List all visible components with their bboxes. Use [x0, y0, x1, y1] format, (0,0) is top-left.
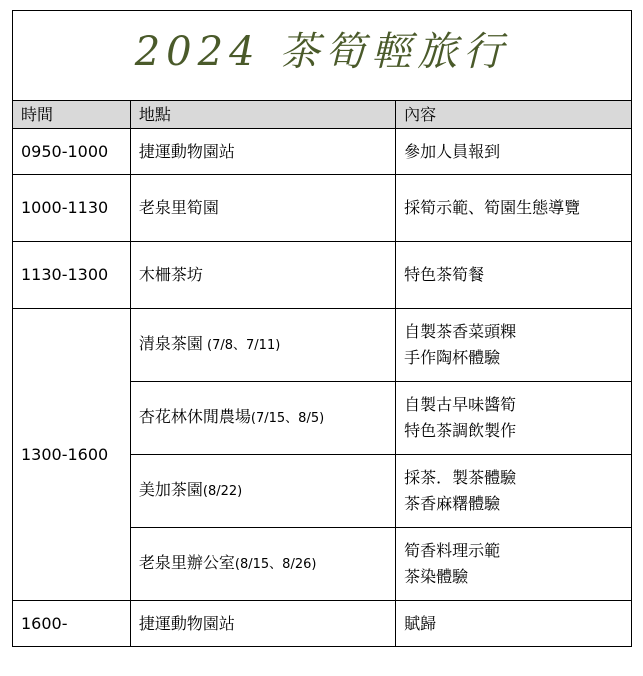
- table-row: [13, 175, 632, 242]
- content-cell: [396, 382, 632, 455]
- content-line: 茶染體驗: [404, 567, 469, 586]
- header-row: [13, 101, 632, 129]
- title-row: [13, 11, 632, 101]
- place-name: 美加茶園: [138, 480, 203, 499]
- place-dates: (8/22): [202, 484, 243, 499]
- place-cell: [130, 382, 395, 455]
- itinerary-sheet: [12, 10, 632, 664]
- content-line: 特色茶調飲製作: [404, 421, 517, 440]
- content-cell: [396, 309, 632, 382]
- place-cell: [130, 455, 395, 528]
- header-time: 時間: [13, 101, 131, 129]
- content-line: 筍香料理示範: [404, 541, 501, 560]
- place-cell: 捷運動物園站: [130, 129, 395, 175]
- content-cell: [396, 528, 632, 601]
- content-cell: 特色茶筍餐: [396, 242, 632, 309]
- place-name: 清泉茶園: [138, 334, 203, 353]
- table-row: [13, 129, 632, 175]
- time-cell-group: 1300-1600: [13, 309, 131, 601]
- time-cell: 1600-: [13, 601, 131, 647]
- time-cell: 1000-1130: [13, 175, 131, 242]
- place-name: 杏花林休閒農場: [138, 407, 251, 426]
- place-cell: 木柵茶坊: [130, 242, 395, 309]
- place-dates: (7/15、8/5): [250, 411, 325, 426]
- place-dates: (7/8、7/11): [202, 338, 281, 353]
- table-row: [13, 601, 632, 647]
- time-cell: 0950-1000: [13, 129, 131, 175]
- content-line: 採茶．製茶體驗: [404, 468, 517, 487]
- place-dates: (8/15、8/26): [234, 557, 317, 572]
- content-cell: 參加人員報到: [396, 129, 632, 175]
- table-row: [13, 242, 632, 309]
- itinerary-table: [12, 10, 632, 647]
- page-title: 2024 茶筍輕旅行: [134, 28, 510, 75]
- place-cell: 捷運動物園站: [130, 601, 395, 647]
- place-cell: [130, 309, 395, 382]
- title-cell: [13, 11, 632, 101]
- content-line: 自製古早味醬筍: [404, 395, 517, 414]
- place-cell: [130, 528, 395, 601]
- content-line: 自製茶香菜頭粿: [404, 322, 517, 341]
- header-content: 內容: [396, 101, 632, 129]
- table-row: [13, 309, 632, 382]
- content-line: 手作陶杯體驗: [404, 348, 501, 367]
- header-place: 地點: [130, 101, 395, 129]
- place-cell: 老泉里筍園: [130, 175, 395, 242]
- content-cell: 採筍示範、筍園生態導覽: [396, 175, 632, 242]
- content-cell: [396, 455, 632, 528]
- time-cell: 1130-1300: [13, 242, 131, 309]
- place-name: 老泉里辦公室: [138, 553, 235, 572]
- content-line: 茶香麻糬體驗: [404, 494, 501, 513]
- content-cell: 賦歸: [396, 601, 632, 647]
